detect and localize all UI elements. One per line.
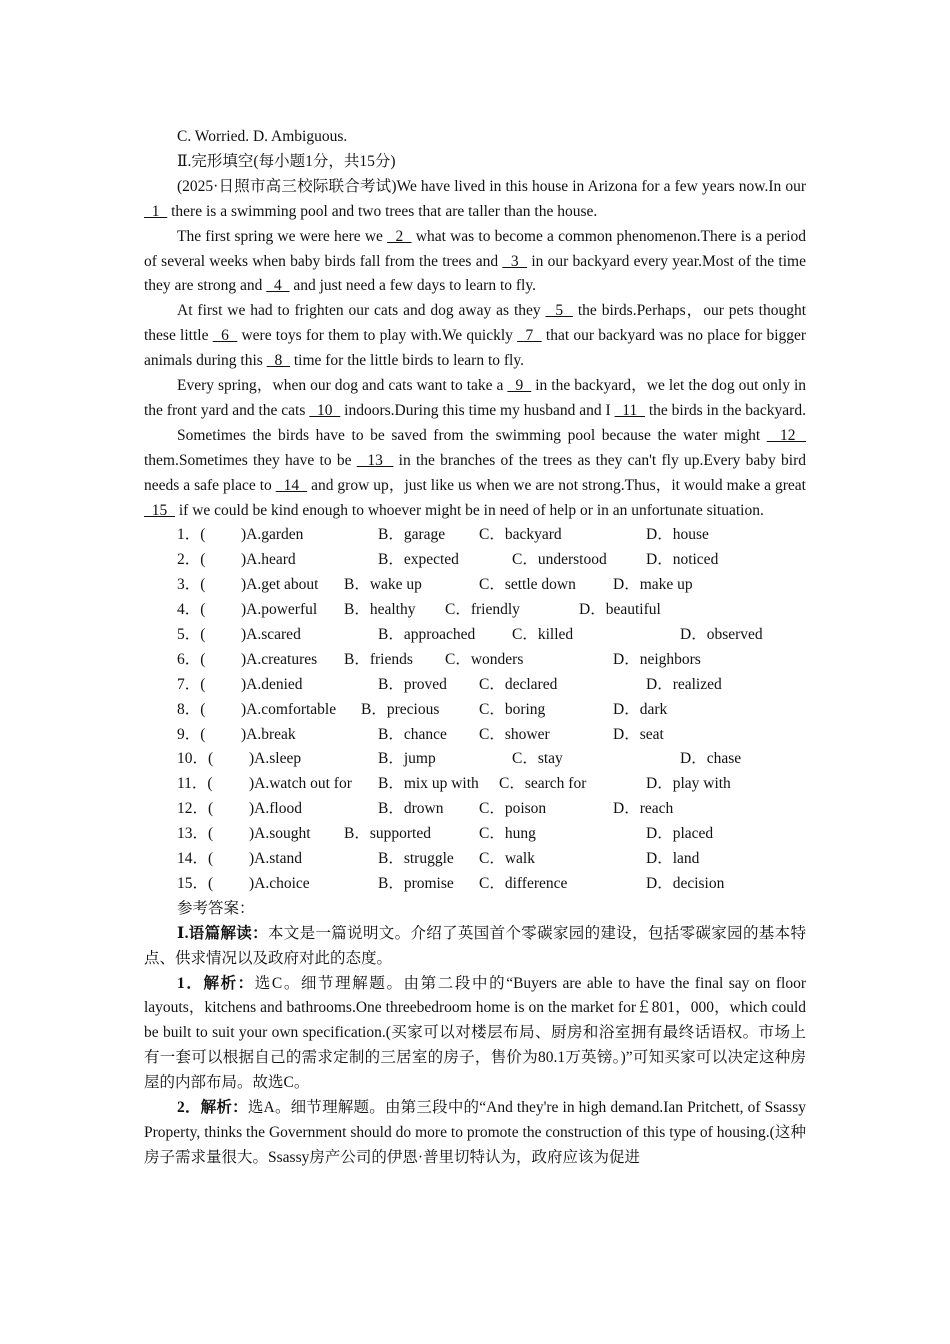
question-row: 10．( )A.sleep B．jump C．stay D．chase xyxy=(177,750,742,768)
passage-paragraph: Every spring，when our dog and cats want to take a 9 in the backyard，we let the dog out only in the front yard and the cats 10 indoors.During this time my husband and I 11 the birds in the backyard. xyxy=(144,377,807,419)
passage-paragraph: (2025·日照市高三校际联合考试)We have lived in this house in Arizona for a few years now.In our 1 there is a swimming pool and two trees that are taller than the house. xyxy=(144,177,806,220)
passage-paragraph: At first we had to frighten our cats and dog away as they 5 the birds.Perhaps，our pets thought these little 6 were toys for them to play with.We quickly 7 that our backyard was no place for bigger animals during this 8 time for the little birds to learn to fly. xyxy=(144,302,807,370)
section-title: Ⅱ.完形填空(每小题1分，共15分) xyxy=(177,152,396,170)
blank-number: 3 xyxy=(502,252,528,270)
blank-number: 13 xyxy=(356,451,394,469)
answer-1: 1．解析：选C。细节理解题。由第二段中的“Buyers are able to have the final say on floor layouts，kitchens and bathrooms.One threebedroom home is on the market for￡801，000，which could be built to suit your own specification.(买家可以对楼层布局、厨房和浴室拥有最终话语权。市场上有一套可以根据自己的需求定制的三居室的房子，售价为80.1万英镑。)”可知买家可以决定这种房屋的内部布局。故选C。 xyxy=(144,974,806,1092)
passage-paragraph: The first spring we were here we 2 what was to become a common phenomenon.There is a period of several weeks when baby birds fall from the trees and 3 in our backyard every year.Most of the time they are strong and 4 and just need a few days to learn to fly. xyxy=(144,227,806,295)
blank-number: 11 xyxy=(614,401,645,419)
blank-number: 6 xyxy=(212,327,238,345)
blank-number: 15 xyxy=(144,501,175,519)
blank-number: 1 xyxy=(144,202,168,220)
question-row: 9．( )A.break B．chance C．shower D．seat xyxy=(177,725,664,743)
passage-paragraph: Sometimes the birds have to be saved from the swimming pool because the water might 12 them.Sometimes they have to be 13 in the branches of the trees as they can't fly up.Every baby bird needs a safe place to 14 and grow up，just like us when we are not strong.Thus，it would make a great 15 if we could be kind enough to whoever might be in need of help or in an unfortunate situation. xyxy=(144,426,807,519)
question-row: 2．( )A.heard B．expected C．understood D．noticed xyxy=(177,551,719,569)
question-row: 13．( )A.sought B．supported C．hung D．placed xyxy=(177,825,714,843)
blank-number: 10 xyxy=(309,401,341,419)
question-row: 11．( )A.watch out for B．mix up with C．search for D．play with xyxy=(177,775,731,793)
question-row: 15．( )A.choice B．promise C．difference D．decision xyxy=(177,874,725,892)
question-row: 4．( )A.powerful B．healthy C．friendly D．beautiful xyxy=(177,601,661,619)
question-row: 12．( )A.flood B．drown C．poison D．reach xyxy=(177,800,674,818)
answer-header: 参考答案： xyxy=(177,899,255,917)
blank-number: 2 xyxy=(387,227,412,245)
question-row: 14．( )A.stand B．struggle C．walk D．land xyxy=(177,850,700,868)
blank-number: 9 xyxy=(507,377,532,395)
question-row: 6．( )A.creatures B．friends C．wonders D．neighbors xyxy=(177,650,701,668)
blank-number: 4 xyxy=(266,277,290,295)
question-row: 1．( )A.garden B．garage C．backyard D．house xyxy=(177,526,709,544)
question-row: 3．( )A.get about B．wake up C．settle down D．make up xyxy=(177,576,693,594)
document-page xyxy=(144,125,806,1171)
previous-options: C. Worried. D. Ambiguous. xyxy=(177,128,348,145)
blank-number: 8 xyxy=(266,352,290,370)
blank-number: 12 xyxy=(766,426,807,444)
question-row: 8．( )A.comfortable B．precious C．boring D．dark xyxy=(177,700,668,718)
question-list xyxy=(144,523,806,896)
question-row: 5．( )A.scared B．approached C．killed D．observed xyxy=(177,626,763,644)
answer-2: 2．解析：选A。细节理解题。由第三段中的“And they're in high demand.Ian Pritchett, of Ssassy Property, thinks the Government should do more to promote the construction of this type of housing.(这种房子需求量很大。Ssassy房产公司的伊恩·普里切特认为，政府应该为促进 xyxy=(144,1099,806,1166)
question-row: 7．( )A.denied B．proved C．declared D．realized xyxy=(177,675,722,693)
blank-number: 7 xyxy=(517,327,542,345)
blank-number: 5 xyxy=(545,302,573,320)
blank-number: 14 xyxy=(275,476,308,494)
answer-intro: Ⅰ.语篇解读：本文是一篇说明文。介绍了英国首个零碳家园的建设，包括零碳家园的基本特点、供求情况以及政府对此的态度。 xyxy=(144,924,806,967)
